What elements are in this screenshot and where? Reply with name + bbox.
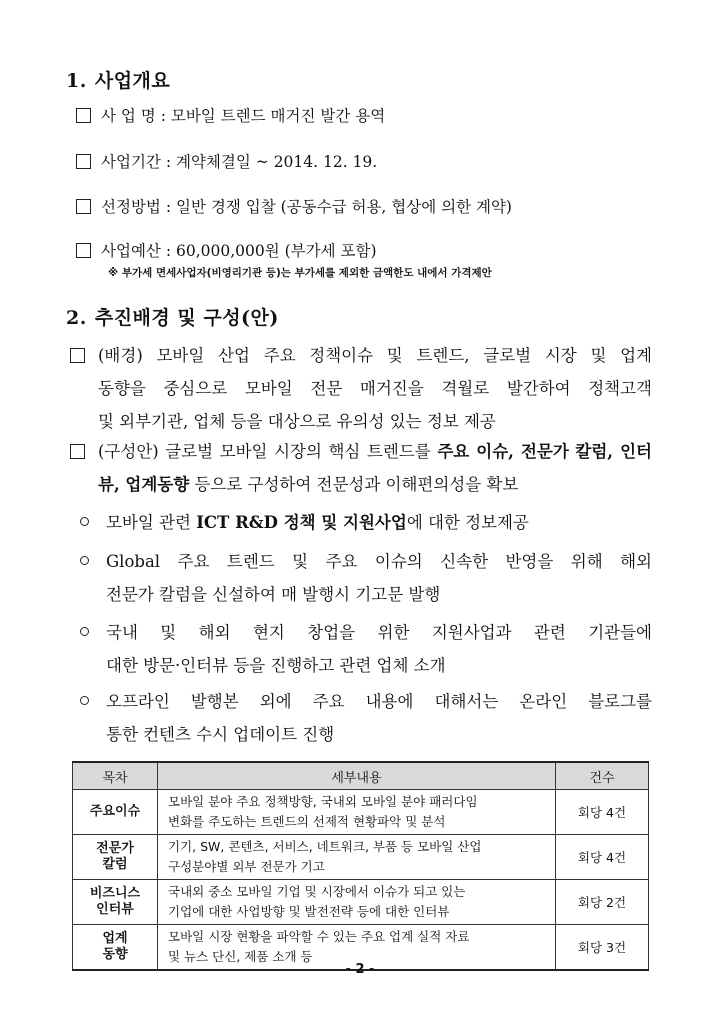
item-label: 사업예산 — [101, 242, 161, 260]
checkbox-square-icon — [76, 199, 91, 214]
composition-text: (구성안) 글로벌 모바일 시장의 핵심 트렌드를 주요 이슈, 전문가 칼럼, 인터뷰, 업계동향 등으로 구성하여 전문성과 이해편의성을 확보 — [98, 442, 652, 494]
section-2-heading — [66, 303, 279, 330]
bullet-item: 모바일 관련 ICT R&D 정책 및 지원사업에 대한 정보제공 — [80, 506, 652, 539]
bullet-item: Global 주요 트렌드 및 주요 이슈의 신속한 반영을 위해 해외 전문가 칼럼을 신설하여 매 발행시 기고문 발행 — [80, 545, 652, 611]
section-2-title: 추진배경 및 구성(안) — [94, 307, 279, 329]
item-label: 선정방법 — [101, 198, 161, 216]
header-category: 목차 — [73, 762, 158, 790]
row-detail: 모바일 분야 주요 정책방향, 국내외 모바일 분야 패러다임 변화를 주도하는 트렌드의 선제적 현황파악 및 분석 — [158, 790, 556, 835]
table-row — [73, 835, 649, 880]
checkbox-square-icon — [70, 444, 85, 459]
bullet-highlight: ICT R&D 정책 및 지원사업 — [196, 513, 407, 532]
row-category: 비즈니스 인터뷰 — [73, 880, 158, 925]
checkbox-square-icon — [76, 243, 91, 258]
checkbox-square-icon — [76, 108, 91, 123]
item-label: 사업기간 — [101, 153, 161, 171]
row-detail: 국내외 중소 모바일 기업 및 시장에서 이슈가 되고 있는 기업에 대한 사업방향 및 발전전략 등에 대한 인터뷰 — [158, 880, 556, 925]
table-row — [73, 880, 649, 925]
row-count: 회당 4건 — [556, 835, 649, 880]
bullet-item: 국내 및 해외 현지 창업을 위한 지원사업과 관련 기관들에 대한 방문·인터뷰 등을 진행하고 관련 업체 소개 — [80, 616, 652, 682]
section-2-number: 2. — [66, 307, 87, 329]
table-header-row — [73, 762, 649, 790]
checkbox-square-icon — [70, 348, 85, 363]
row-count: 회당 3건 — [556, 925, 649, 971]
project-name-item: 사 업 명 : 모바일 트렌드 매거진 발간 용역 — [76, 105, 385, 127]
item-value: 계약체결일 ~ 2014. 12. 19. — [175, 153, 378, 171]
circle-bullet-icon — [80, 556, 89, 565]
selection-method-item: 선정방법 : 일반 경쟁 입찰 (공동수급 허용, 협상에 의한 계약) — [76, 196, 512, 218]
project-budget-item: 사업예산 : 60,000,000원 (부가세 포함) — [76, 240, 377, 262]
row-detail: 모바일 시장 현황을 파악할 수 있는 주요 업계 실적 자료 및 뉴스 단신, 제품 소개 등 — [158, 925, 556, 971]
circle-bullet-icon — [80, 627, 89, 636]
item-label: 사 업 명 — [101, 107, 156, 125]
row-detail: 기기, SW, 콘텐츠, 서비스, 네트워크, 부품 등 모바일 산업 구성분야별 외부 전문가 기고 — [158, 835, 556, 880]
background-line: (배경) 모바일 산업 주요 정책이슈 및 트렌드, 글로벌 시장 및 업계 — [98, 346, 652, 365]
vat-note: ※ 부가세 면세사업자(비영리기관 등)는 부가세를 제외한 금액한도 내에서 가격제안 — [108, 267, 492, 279]
header-count: 건수 — [556, 762, 649, 790]
checkbox-square-icon — [76, 154, 91, 169]
header-detail: 세부내용 — [158, 762, 556, 790]
bullet-item: 오프라인 발행본 외에 주요 내용에 대해서는 온라인 블로그를 통한 컨텐츠 수시 업데이트 진행 — [80, 685, 652, 751]
row-count: 회당 2건 — [556, 880, 649, 925]
composition-paragraph — [70, 435, 652, 501]
item-value: 일반 경쟁 입찰 (공동수급 허용, 협상에 의한 계약) — [175, 198, 512, 216]
row-category: 업계 동향 — [73, 925, 158, 971]
item-value: 모바일 트렌드 매거진 발간 용역 — [170, 107, 386, 125]
row-category: 주요이슈 — [73, 790, 158, 835]
composition-highlight: 주요 이슈, 전문가 — [437, 442, 569, 461]
project-period-item: 사업기간 : 계약체결일 ~ 2014. 12. 19. — [76, 151, 377, 173]
item-value: 60,000,000원 (부가세 포함) — [175, 242, 377, 260]
background-line: 동향을 중심으로 모바일 전문 매거진을 격월로 발간하여 정책고객 — [98, 379, 652, 398]
section-1-title: 사업개요 — [94, 70, 171, 92]
composition-highlight: 칼럼, 인터뷰, 업계동향 — [98, 442, 652, 494]
circle-bullet-icon — [80, 696, 89, 705]
background-line: 및 외부기관, 업체 등을 대상으로 유의성 있는 정보 제공 — [98, 412, 496, 431]
page-number: - 2 - — [345, 962, 375, 977]
row-count: 회당 4건 — [556, 790, 649, 835]
contents-table — [72, 761, 649, 971]
section-1-heading — [66, 66, 170, 93]
table-row — [73, 790, 649, 835]
section-1-number: 1. — [66, 70, 87, 92]
background-paragraph — [70, 339, 652, 438]
circle-bullet-icon — [80, 517, 89, 526]
row-category: 전문가 칼럼 — [73, 835, 158, 880]
